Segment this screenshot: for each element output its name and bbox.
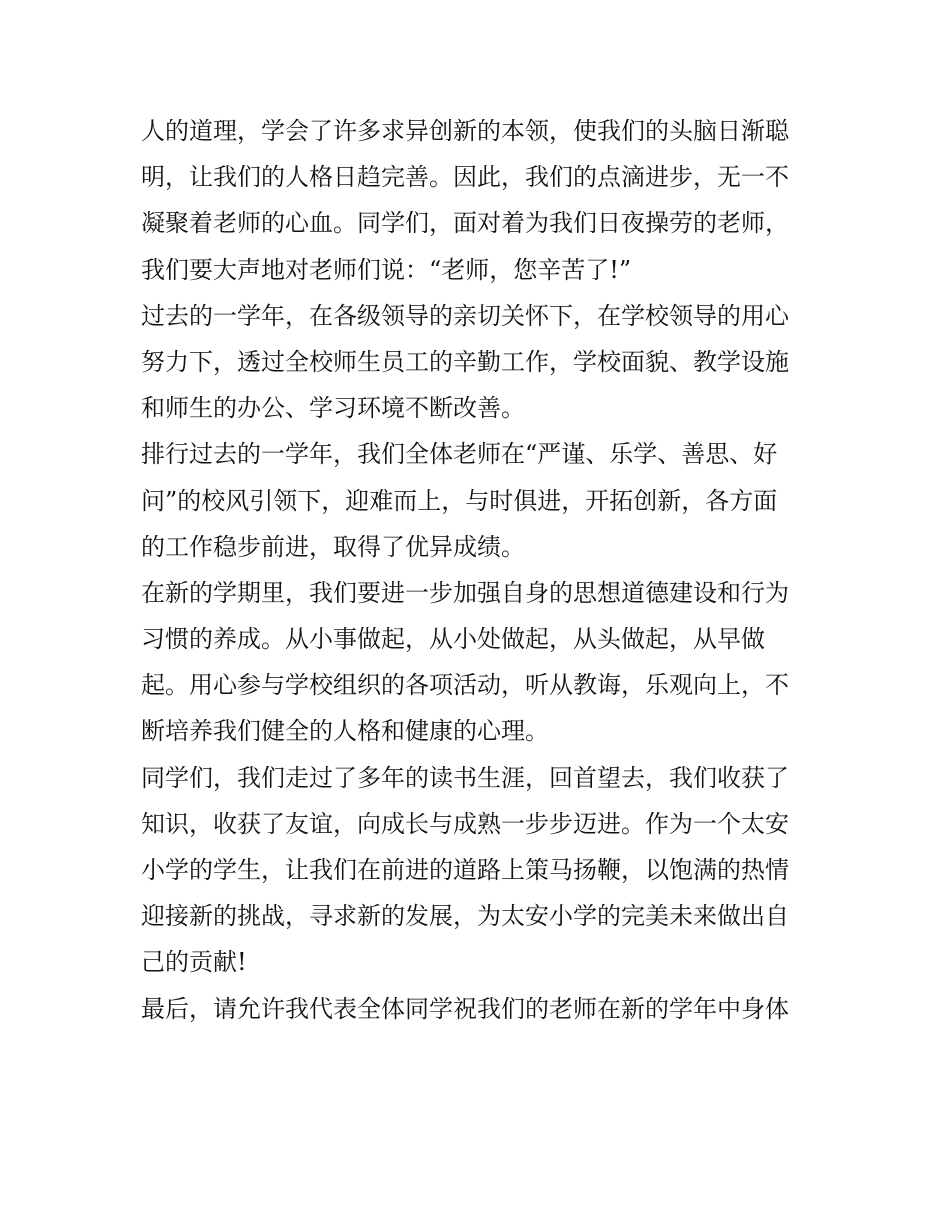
text-line: 断培养我们健全的人格和健康的心理。 xyxy=(141,717,549,746)
text-line: 努力下，透过全校师生员工的辛勤工作，学校面貌、教学设施 xyxy=(141,347,789,376)
text-line: 迎接新的挑战，寻求新的发展，为太安小学的完美未来做出自 xyxy=(141,902,789,931)
text-line: 习惯的养成。从小事做起，从小处做起，从头做起，从早做 xyxy=(141,625,765,654)
text-line: 己的贡献! xyxy=(141,948,247,977)
text-line: 和师生的办公、学习环境不断改善。 xyxy=(141,394,525,423)
text-line: 排行过去的一学年，我们全体老师在“严谨、乐学、善思、好 xyxy=(141,440,778,469)
text-line: 知识，收获了友谊，向成长与成熟一步步迈进。作为一个太安 xyxy=(141,809,789,838)
text-line: 小学的学生，让我们在前进的道路上策马扬鞭，以饱满的热情 xyxy=(141,856,789,884)
text-line: 在新的学期里，我们要进一步加强自身的思想道德建设和行为 xyxy=(141,578,789,607)
text-line: 同学们，我们走过了多年的读书生涯，回首望去，我们收获了 xyxy=(141,763,789,792)
text-line: 起。用心参与学校组织的各项活动，听从教诲，乐观向上，不 xyxy=(141,671,789,700)
text-line: 凝聚着老师的心血。同学们，面对着为我们日夜操劳的老师， xyxy=(141,209,789,238)
text-line: 我们要大声地对老师们说：“老师，您辛苦了!” xyxy=(141,255,632,284)
text-line: 的工作稳步前进，取得了优异成绩。 xyxy=(141,532,525,561)
text-line: 最后，请允许我代表全体同学祝我们的老师在新的学年中身体 xyxy=(141,994,789,1023)
text-line: 过去的一学年，在各级领导的亲切关怀下，在学校领导的用心 xyxy=(141,301,789,330)
text-line: 明，让我们的人格日趋完善。因此，我们的点滴进步，无一不 xyxy=(141,163,789,192)
text-line: 问”的校风引领下，迎难而上，与时俱进，开拓创新，各方面 xyxy=(141,486,778,515)
document-body xyxy=(141,108,813,1032)
text-line: 人的道理，学会了许多求异创新的本领，使我们的头脑日渐聪 xyxy=(141,117,789,145)
